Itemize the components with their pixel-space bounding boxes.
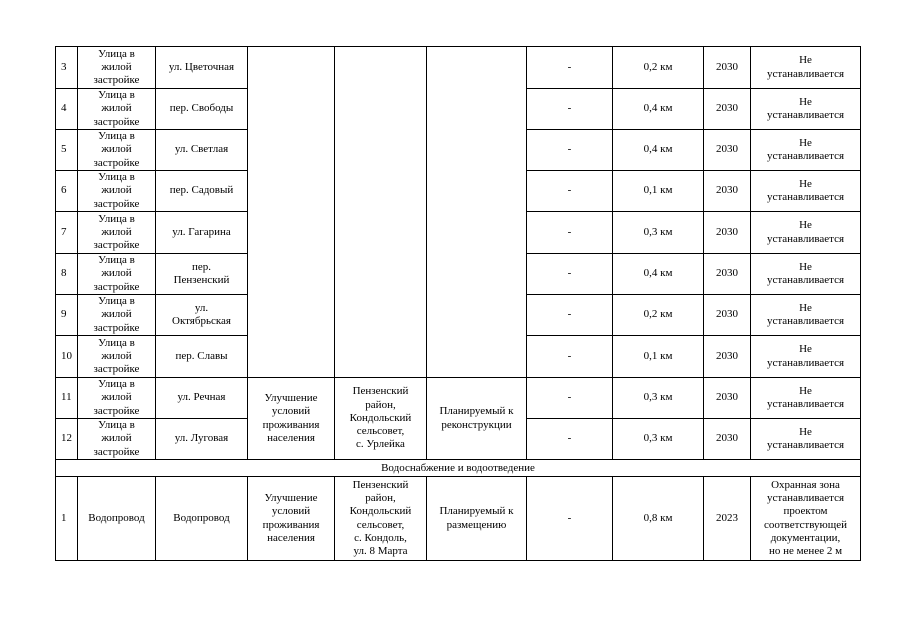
protection-zone-cell: Не устанавливается bbox=[751, 254, 861, 295]
protection-zone-cell: Не устанавливается bbox=[751, 378, 861, 419]
protection-zone-cell: Не устанавливается bbox=[751, 336, 861, 378]
protection-zone-cell: Не устанавливается bbox=[751, 130, 861, 171]
capacity-cell: - bbox=[527, 477, 613, 561]
year-cell: 2030 bbox=[704, 171, 751, 212]
protection-zone-cell: Не устанавливается bbox=[751, 419, 861, 460]
status-merged-empty-cell bbox=[427, 47, 527, 378]
location-cell: Пензенский район, Кондольский сельсовет, с. Урлейка bbox=[335, 378, 427, 460]
capacity-cell: - bbox=[527, 295, 613, 336]
table-row bbox=[56, 477, 861, 561]
length-cell: 0,4 км bbox=[613, 89, 704, 130]
object-name-cell: пер. Садовый bbox=[156, 171, 248, 212]
protection-zone-cell: Не устанавливается bbox=[751, 295, 861, 336]
length-cell: 0,3 км bbox=[613, 419, 704, 460]
capacity-cell: - bbox=[527, 254, 613, 295]
object-type-cell: Улица в жилой застройке bbox=[78, 130, 156, 171]
row-number-cell: 11 bbox=[56, 378, 78, 419]
object-type-cell: Улица в жилой застройке bbox=[78, 378, 156, 419]
row-number-cell: 8 bbox=[56, 254, 78, 295]
object-type-cell: Улица в жилой застройке bbox=[78, 89, 156, 130]
capacity-cell: - bbox=[527, 89, 613, 130]
year-cell: 2030 bbox=[704, 378, 751, 419]
row-number-cell: 3 bbox=[56, 47, 78, 89]
protection-zone-cell: Не устанавливается bbox=[751, 89, 861, 130]
capacity-cell: - bbox=[527, 378, 613, 419]
length-cell: 0,1 км bbox=[613, 171, 704, 212]
year-cell: 2023 bbox=[704, 477, 751, 561]
object-name-cell: пер. Славы bbox=[156, 336, 248, 378]
object-name-cell: ул. Гагарина bbox=[156, 212, 248, 254]
capacity-cell: - bbox=[527, 47, 613, 89]
location-merged-empty-cell bbox=[335, 47, 427, 378]
purpose-merged-empty-cell bbox=[248, 47, 335, 378]
length-cell: 0,2 км bbox=[613, 47, 704, 89]
object-type-cell: Улица в жилой застройке bbox=[78, 47, 156, 89]
protection-zone-cell: Охранная зона устанавливается проектом соответствующей документации, но не менее 2 м bbox=[751, 477, 861, 561]
object-type-cell: Улица в жилой застройке bbox=[78, 295, 156, 336]
year-cell: 2030 bbox=[704, 130, 751, 171]
protection-zone-cell: Не устанавливается bbox=[751, 171, 861, 212]
row-number-cell: 6 bbox=[56, 171, 78, 212]
object-name-cell: ул. Светлая bbox=[156, 130, 248, 171]
purpose-cell: Улучшение условий проживания населения bbox=[248, 378, 335, 460]
year-cell: 2030 bbox=[704, 47, 751, 89]
length-cell: 0,4 км bbox=[613, 130, 704, 171]
object-name-cell: ул. Речная bbox=[156, 378, 248, 419]
object-name-cell: Водопровод bbox=[156, 477, 248, 561]
status-cell: Планируемый к размещению bbox=[427, 477, 527, 561]
object-name-cell: пер. Пензенский bbox=[156, 254, 248, 295]
row-number-cell: 4 bbox=[56, 89, 78, 130]
object-type-cell: Улица в жилой застройке bbox=[78, 171, 156, 212]
length-cell: 0,2 км bbox=[613, 295, 704, 336]
table-body bbox=[56, 47, 861, 561]
protection-zone-cell: Не устанавливается bbox=[751, 47, 861, 89]
row-number-cell: 10 bbox=[56, 336, 78, 378]
location-cell: Пензенский район, Кондольский сельсовет, с. Кондоль, ул. 8 Марта bbox=[335, 477, 427, 561]
year-cell: 2030 bbox=[704, 212, 751, 254]
year-cell: 2030 bbox=[704, 419, 751, 460]
length-cell: 0,4 км bbox=[613, 254, 704, 295]
section-title: Водоснабжение и водоотведение bbox=[56, 460, 861, 477]
planned-objects-table bbox=[55, 46, 861, 561]
object-name-cell: ул. Луговая bbox=[156, 419, 248, 460]
table-row bbox=[56, 378, 861, 419]
length-cell: 0,3 км bbox=[613, 378, 704, 419]
length-cell: 0,3 км bbox=[613, 212, 704, 254]
object-type-cell: Водопровод bbox=[78, 477, 156, 561]
length-cell: 0,8 км bbox=[613, 477, 704, 561]
row-number-cell: 9 bbox=[56, 295, 78, 336]
capacity-cell: - bbox=[527, 130, 613, 171]
length-cell: 0,1 км bbox=[613, 336, 704, 378]
status-cell: Планируемый к реконструкции bbox=[427, 378, 527, 460]
object-type-cell: Улица в жилой застройке bbox=[78, 336, 156, 378]
year-cell: 2030 bbox=[704, 89, 751, 130]
capacity-cell: - bbox=[527, 419, 613, 460]
protection-zone-cell: Не устанавливается bbox=[751, 212, 861, 254]
year-cell: 2030 bbox=[704, 254, 751, 295]
row-number-cell: 7 bbox=[56, 212, 78, 254]
row-number-cell: 1 bbox=[56, 477, 78, 561]
object-type-cell: Улица в жилой застройке bbox=[78, 254, 156, 295]
object-type-cell: Улица в жилой застройке bbox=[78, 212, 156, 254]
row-number-cell: 12 bbox=[56, 419, 78, 460]
section-header-row bbox=[56, 460, 861, 477]
object-name-cell: ул. Цветочная bbox=[156, 47, 248, 89]
year-cell: 2030 bbox=[704, 295, 751, 336]
capacity-cell: - bbox=[527, 336, 613, 378]
purpose-cell: Улучшение условий проживания населения bbox=[248, 477, 335, 561]
object-name-cell: ул. Октябрьская bbox=[156, 295, 248, 336]
object-name-cell: пер. Свободы bbox=[156, 89, 248, 130]
capacity-cell: - bbox=[527, 171, 613, 212]
object-type-cell: Улица в жилой застройке bbox=[78, 419, 156, 460]
year-cell: 2030 bbox=[704, 336, 751, 378]
table-row bbox=[56, 47, 861, 89]
row-number-cell: 5 bbox=[56, 130, 78, 171]
capacity-cell: - bbox=[527, 212, 613, 254]
